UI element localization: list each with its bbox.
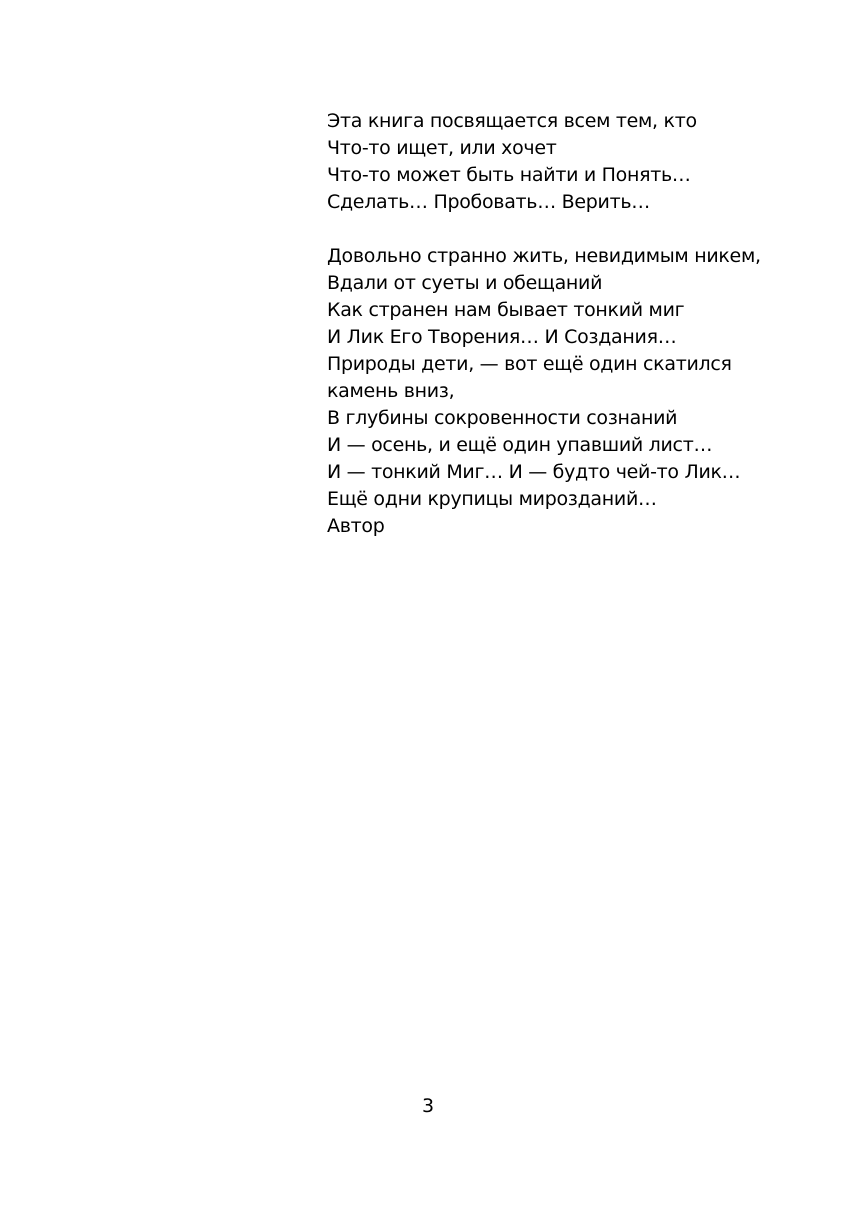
dedication-line: Что-то ищет, или хочет [327, 137, 557, 159]
poem-line: В глубины сокровенности сознаний [327, 407, 678, 429]
poem-line: Ещё одни крупицы мирозданий… [327, 488, 657, 510]
dedication-line: Сделать… Пробовать… Верить… [327, 191, 650, 213]
dedication-stanza [327, 108, 827, 216]
dedication-line: Что-то может быть найти и Понять… [327, 164, 691, 186]
main-text [327, 108, 827, 540]
poem-line: Как странен нам бывает тонкий миг [327, 299, 685, 321]
author-signature: Автор [327, 515, 385, 537]
poem-line: камень вниз, [327, 380, 455, 402]
poem-stanza [327, 243, 827, 540]
page-number: 3 [421, 1095, 435, 1117]
poem-line: Довольно странно жить, невидимым никем, [327, 245, 761, 267]
poem-line: И — осень, и ещё один упавший лист… [327, 434, 713, 456]
poem-line: И Лик Его Творения… И Создания… [327, 326, 677, 348]
poem-line: И — тонкий Миг… И — будто чей-то Лик… [327, 461, 741, 483]
dedication-line: Эта книга посвящается всем тем, кто [327, 110, 697, 132]
poem-line: Вдали от суеты и обещаний [327, 272, 603, 294]
poem-line: Природы дети, — вот ещё один скатился [327, 353, 732, 375]
